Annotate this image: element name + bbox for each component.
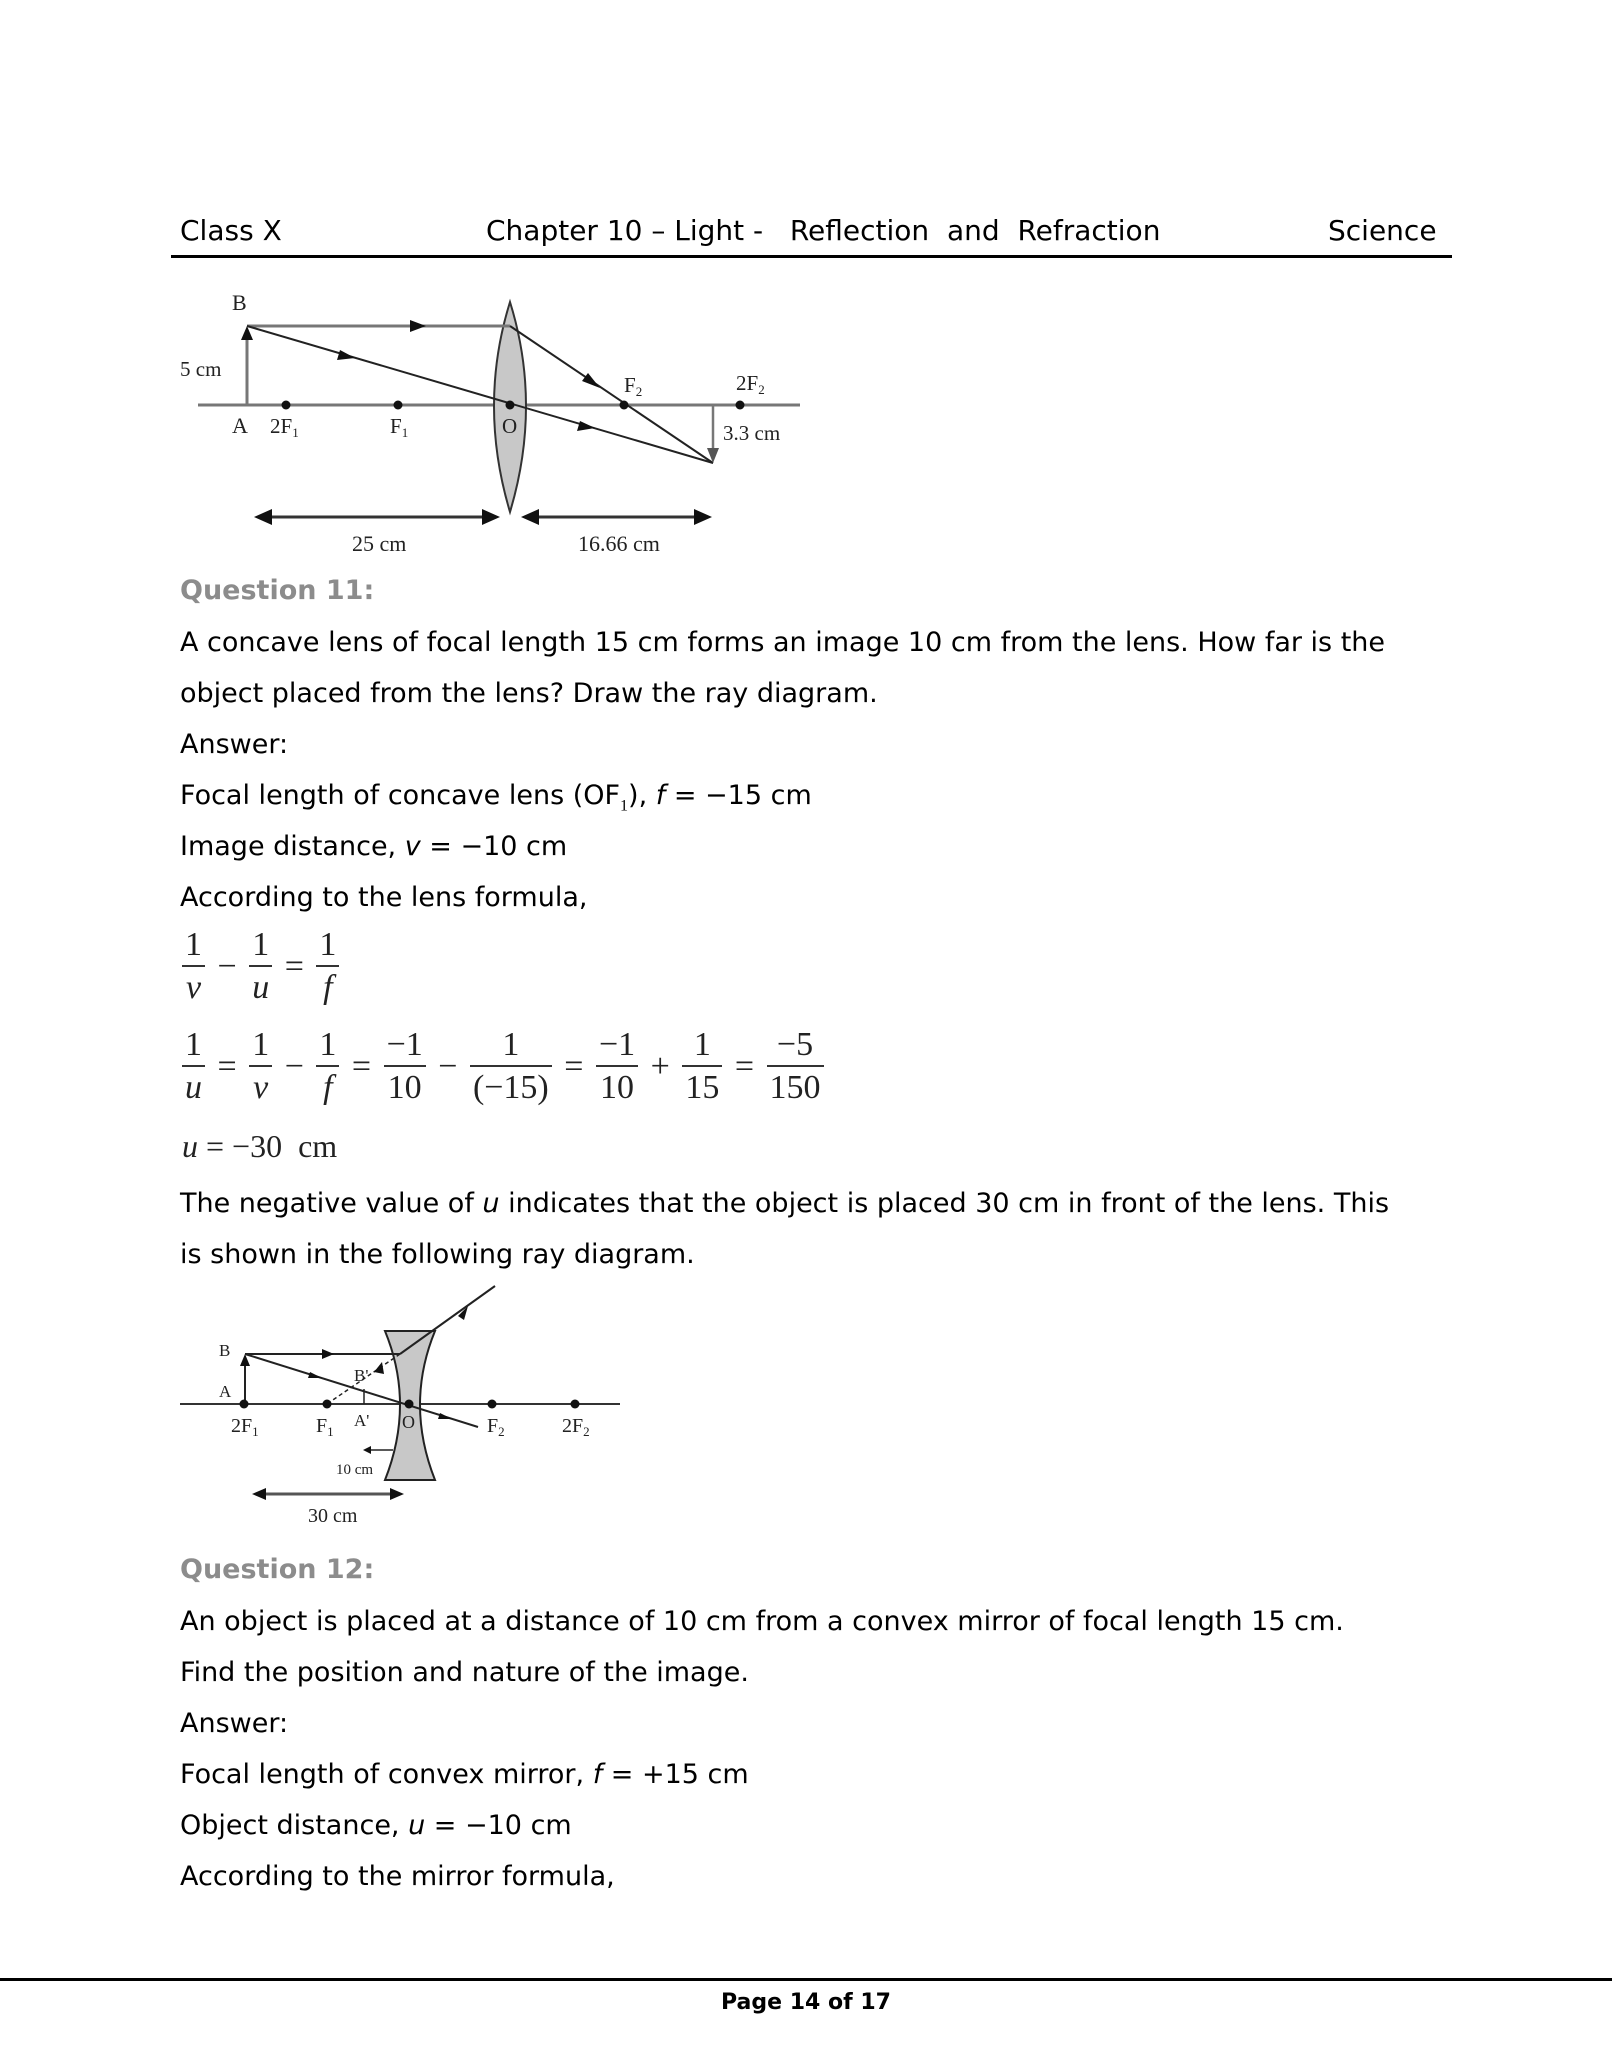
given-object-distance: Object distance, u = −10 cm <box>180 1810 572 1841</box>
question-12-heading: Question 12: <box>180 1554 375 1585</box>
conclusion-line1: The negative value of u indicates that the object is placed 30 cm in front of the lens. This <box>180 1188 1390 1219</box>
svg-text:B: B <box>219 1341 231 1360</box>
given-image-distance: Image distance, v = −10 cm <box>180 831 568 862</box>
lens-formula-intro: According to the lens formula, <box>180 882 588 913</box>
svg-text:F2: F2 <box>624 373 643 399</box>
header-chapter-title: Chapter 10 – Light - Reflection and Refraction <box>486 214 1161 247</box>
header-class: Class X <box>180 214 282 247</box>
question-12-text-line1: An object is placed at a distance of 10 cm from a convex mirror of focal length 15 cm. <box>180 1606 1344 1637</box>
svg-text:2F1: 2F1 <box>270 414 299 440</box>
svg-text:F1: F1 <box>390 414 409 440</box>
concave-lens-ray-diagram <box>170 1280 630 1535</box>
svg-text:B': B' <box>354 1366 369 1385</box>
label-object-distance: 25 cm <box>352 531 407 556</box>
label-image-distance: 16.66 cm <box>578 531 660 556</box>
label-object-height: 5 cm <box>180 357 222 381</box>
svg-text:O: O <box>402 1412 415 1432</box>
header-subject: Science <box>1328 214 1437 247</box>
lens-formula-calculation: $\frac{1}{u}$ = $\frac{1}{v}$ − $\frac{1}{f}$ = $\frac{-1}{10}$ − $\frac{1}{(-15)}$ = $\frac{-1}{10}$ + $\frac{1}{15}$ = $\frac{-5}{150}$ <box>180 1025 826 1109</box>
convex-lens-ray-diagram <box>170 285 820 560</box>
label-object-distance: 30 cm <box>308 1505 358 1527</box>
object-distance-result: u = −30 cm <box>182 1128 338 1164</box>
question-11-heading: Question 11: <box>180 575 375 606</box>
svg-text:A: A <box>232 413 248 438</box>
svg-text:2F1: $2F_1$ <box>231 1415 259 1439</box>
svg-text:O: O <box>502 414 518 438</box>
label-b: B <box>232 290 247 315</box>
given-mirror-focal-length: Focal length of convex mirror, f = +15 cm <box>180 1759 749 1790</box>
question-12-text-line2: Find the position and nature of the image. <box>180 1657 749 1688</box>
svg-text:F2: $F_2$ <box>487 1415 505 1439</box>
lens-formula: $\frac{1}{v}$ − $\frac{1}{u}$ = $\frac{1}{f}$ <box>180 925 341 1009</box>
question-11-text-line2: object placed from the lens? Draw the ray diagram. <box>180 678 878 709</box>
svg-text:A: A <box>219 1382 232 1401</box>
conclusion-line2: is shown in the following ray diagram. <box>180 1239 695 1270</box>
page-number: Page 14 of 17 <box>721 1990 891 2015</box>
footer-rule <box>0 1978 1612 1981</box>
svg-text:A': A' <box>354 1411 370 1430</box>
mirror-formula-intro: According to the mirror formula, <box>180 1861 615 1892</box>
given-focal-length: Focal length of concave lens $(OF_1)$, f = −15 cm <box>180 780 812 815</box>
label-image-distance: 10 cm <box>336 1462 374 1478</box>
question-12-answer-label: Answer: <box>180 1708 289 1739</box>
header-rule <box>171 255 1452 258</box>
question-11-text-line1: A concave lens of focal length 15 cm forms an image 10 cm from the lens. How far is the <box>180 627 1386 658</box>
question-11-answer-label: Answer: <box>180 729 289 760</box>
svg-text:2F2: 2F2 <box>736 371 765 397</box>
svg-text:F1: $F_1$ <box>316 1415 334 1439</box>
svg-text:2F2: $2F_2$ <box>562 1415 590 1439</box>
label-image-height: 3.3 cm <box>723 421 781 445</box>
